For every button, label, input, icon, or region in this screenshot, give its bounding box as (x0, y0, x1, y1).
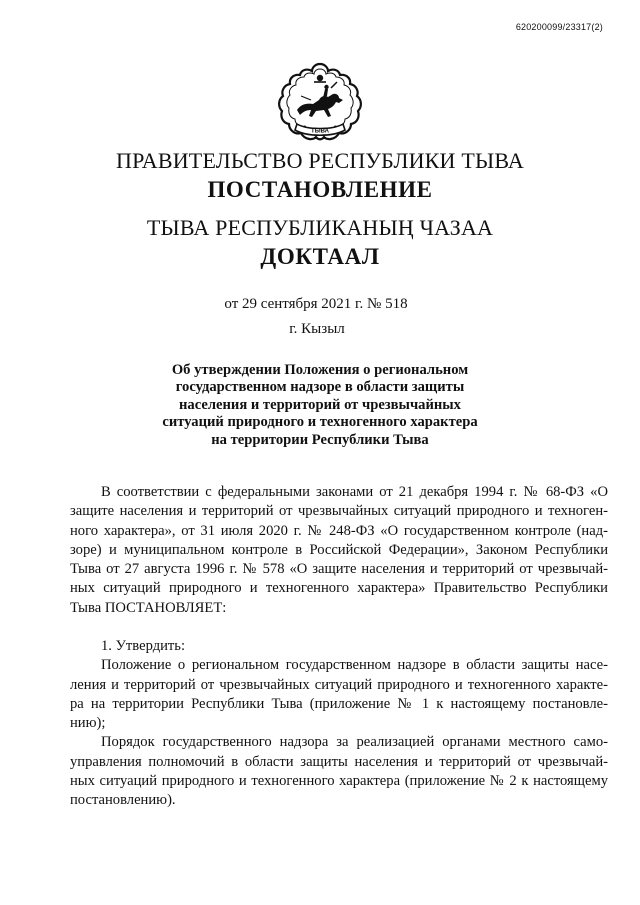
decree-date-number: от 29 сентября 2021 г. № 518 (224, 296, 408, 312)
body-line: защите населения и территорий от чрезвычайных ситуаций природного и техноген- (70, 503, 608, 520)
body-line: В соответствии с федеральными законами от 21 декабря 1994 г. № 68-ФЗ «О (101, 484, 608, 500)
body-line: ных ситуаций природного и техногенного характера» Правительство Республики (70, 580, 608, 597)
body-line: постановлению). (70, 792, 176, 809)
coat-of-arms-icon (273, 60, 367, 144)
decree-title-ru: ПОСТАНОВЛЕНИЕ (207, 177, 433, 202)
body-line: ления и территорий от чрезвычайных ситуаций природного и техногенного характе- (70, 676, 608, 693)
body-line: нию); (70, 715, 106, 732)
body-line: Порядок государственного надзора за реализацией органами местного само- (101, 734, 608, 751)
document-id: 620200099/23317(2) (515, 22, 603, 32)
government-title-tyv: ТЫВА РЕСПУБЛИКАНЫҢ ЧАЗАА (146, 215, 494, 240)
title-line: населения и территорий от чрезвычайных (179, 396, 461, 413)
decree-subject-title (150, 362, 490, 449)
tuva-coat-of-arms-icon (273, 60, 367, 144)
body-line: Тыва ПОСТАНОВЛЯЕТ: (70, 599, 227, 616)
body-line: ра на территории Республики Тыва (приложение № 1 к настоящему постановле- (70, 695, 608, 712)
title-line: ситуаций природного и техногенного характера (162, 414, 478, 431)
decree-title-tyv: ДОКТААЛ (260, 244, 380, 269)
title-line: государственном надзоре в области защиты (175, 379, 465, 396)
body-line: ного характера», от 31 июля 2020 г. № 248-ФЗ «О государственном контроле (над- (70, 522, 608, 539)
item-1-section (70, 637, 608, 811)
body-line: Тыва от 27 августа 1996 г. № 578 «О защите населения и территорий от чрезвычай- (70, 561, 608, 578)
body-line: Положение о региональном государственном надзоре в области защиты насе- (101, 657, 608, 674)
title-line: на территории Республики Тыва (211, 431, 429, 448)
title-line: Об утверждении Положения о региональном (171, 362, 469, 378)
body-line: управления полномочий в области защиты населения и территорий от чрезвычай- (70, 753, 608, 770)
item-heading: 1. Утвердить: (101, 638, 186, 654)
decree-city: г. Кызыл (289, 321, 345, 337)
body-line: зоре) и муниципальном контроле в Российской Федерации», Законом Республики (70, 541, 608, 558)
preamble-paragraph (70, 483, 608, 618)
emblem-ribbon-text: ТЫВА (311, 128, 329, 135)
body-line: ных ситуаций природного и техногенного характера (приложение № 2 к настоящему (70, 773, 608, 790)
government-title-ru: ПРАВИТЕЛЬСТВО РЕСПУБЛИКИ ТЫВА (116, 148, 524, 173)
